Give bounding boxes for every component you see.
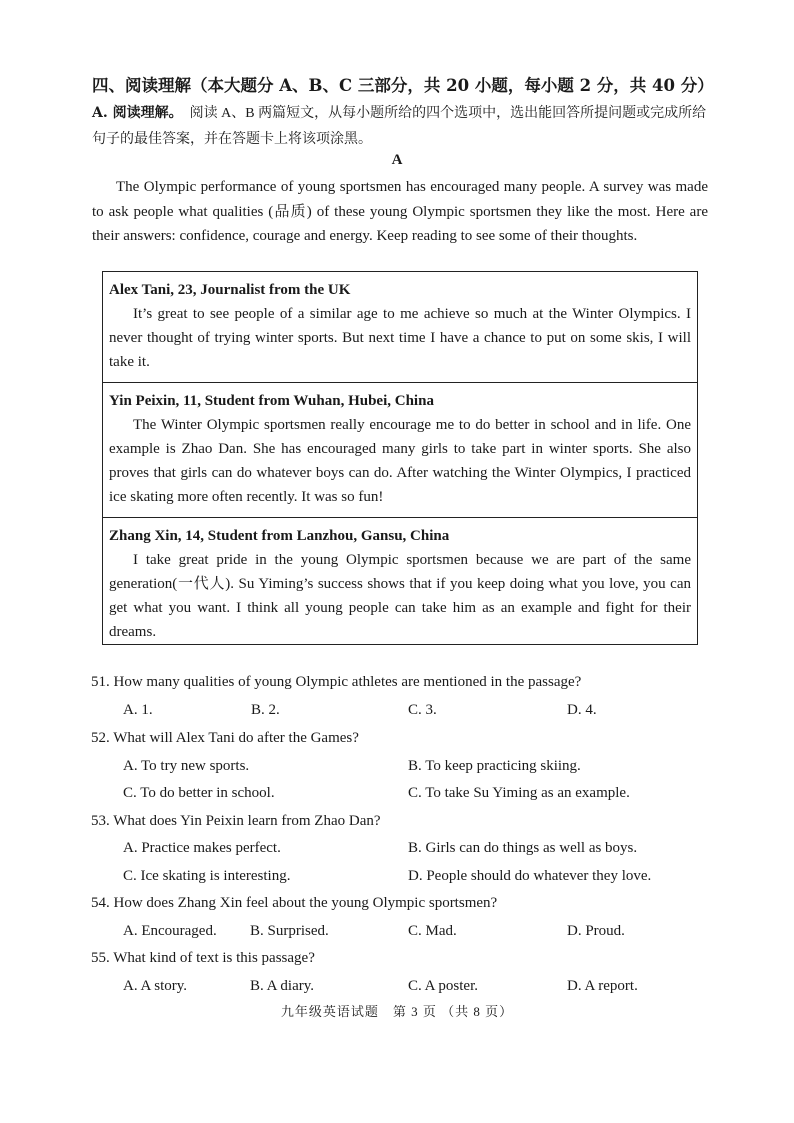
question-53 <box>91 811 381 831</box>
section-instructions <box>92 100 712 153</box>
instruction-text: 阅读 A、B 两篇短文，从每小题所给的四个选项中，选出能回答所提问题或完成所给句子的最佳答案，并在答题卡上将该项涂黑。 <box>92 106 707 147</box>
opinion-entry <box>103 382 697 517</box>
question-text: What kind of text is this passage? <box>113 950 315 966</box>
option-a[interactable]: A. To try new sports. <box>123 758 250 774</box>
question-number: 54. <box>91 895 110 911</box>
question-text: How many qualities of young Olympic athletes are mentioned in the passage? <box>113 674 582 690</box>
option-d[interactable]: C. To take Su Yiming as an example. <box>408 785 630 801</box>
option-a[interactable]: A. Encouraged. <box>123 923 217 939</box>
question-text: How does Zhang Xin feel about the young Olympic sportsmen? <box>113 895 498 911</box>
option-c[interactable]: C. Ice skating is interesting. <box>123 868 291 884</box>
question-52 <box>91 728 359 748</box>
question-number: 51. <box>91 674 110 690</box>
option-d[interactable]: D. 4. <box>567 702 597 718</box>
option-c[interactable]: C. 3. <box>408 702 437 718</box>
passage-intro: The Olympic performance of young sportsmen has encouraged many people. A survey was made to ask people what qualities (品质) of these young Olympic sportsmen they like the most. Here are their answers: confidence, courage and energy. Keep reading to see some of their thoughts. <box>92 179 708 244</box>
opinion-author: Alex Tani, 23, Journalist from the UK <box>109 282 351 298</box>
passage-letter: A <box>391 152 403 168</box>
question-number: 55. <box>91 950 110 966</box>
opinions-table <box>102 271 698 645</box>
option-a[interactable]: A. 1. <box>123 702 153 718</box>
question-text: What will Alex Tani do after the Games? <box>113 730 359 746</box>
opinion-text: The Winter Olympic sportsmen really encourage me to do better in school and in life. One example is Zhao Dan. She has encouraged many girls to take part in winter sports. She also proves that girls can do whatever boys can do. After watching the Winter Olympics, I practiced ice skating more often recently. It was so fun! <box>109 417 691 505</box>
opinion-entry <box>103 517 697 644</box>
option-c[interactable]: C. A poster. <box>408 978 479 994</box>
opinion-entry <box>103 272 697 382</box>
question-text: What does Yin Peixin learn from Zhao Dan? <box>113 813 381 829</box>
instruction-label: A. 阅读理解。 <box>92 105 183 121</box>
option-c[interactable]: C. Mad. <box>408 923 457 939</box>
option-c[interactable]: C. To do better in school. <box>123 785 275 801</box>
option-b[interactable]: B. Girls can do things as well as boys. <box>408 840 638 856</box>
opinion-author: Yin Peixin, 11, Student from Wuhan, Hubei, China <box>109 393 434 409</box>
option-b[interactable]: B. 2. <box>251 702 280 718</box>
question-51 <box>91 672 581 692</box>
option-d[interactable]: D. Proud. <box>567 923 625 939</box>
option-b[interactable]: B. To keep practicing skiing. <box>408 758 581 774</box>
opinion-text: I take great pride in the young Olympic sportsmen because we are part of the same generation(一代人). Su Yiming’s success shows that if you keep doing what you love, you can get what you want. I think all young people can take him as an example and fight for their dreams. <box>109 552 691 640</box>
opinion-author: Zhang Xin, 14, Student from Lanzhou, Gansu, China <box>109 528 450 544</box>
question-55 <box>91 948 315 968</box>
section-title: 四、阅读理解（本大题分 A、B、C 三部分，共 20 小题，每小题 2 分，共 40 分） <box>92 76 714 95</box>
question-54 <box>91 893 497 913</box>
option-d[interactable]: D. A report. <box>567 978 638 994</box>
question-number: 52. <box>91 730 110 746</box>
option-d[interactable]: D. People should do whatever they love. <box>408 868 652 884</box>
opinion-text: It’s great to see people of a similar age to me achieve so much at the Winter Olympics. I never thought of trying winter sports. But next time I have a chance to put on some skis, I will take it. <box>109 306 691 370</box>
option-a[interactable]: A. A story. <box>123 978 188 994</box>
option-b[interactable]: B. A diary. <box>250 978 315 994</box>
option-a[interactable]: A. Practice makes perfect. <box>123 840 281 856</box>
option-b[interactable]: B. Surprised. <box>250 923 329 939</box>
page-footer: 九年级英语试题 第 3 页 （共 8 页） <box>280 1004 514 1019</box>
question-number: 53. <box>91 813 110 829</box>
